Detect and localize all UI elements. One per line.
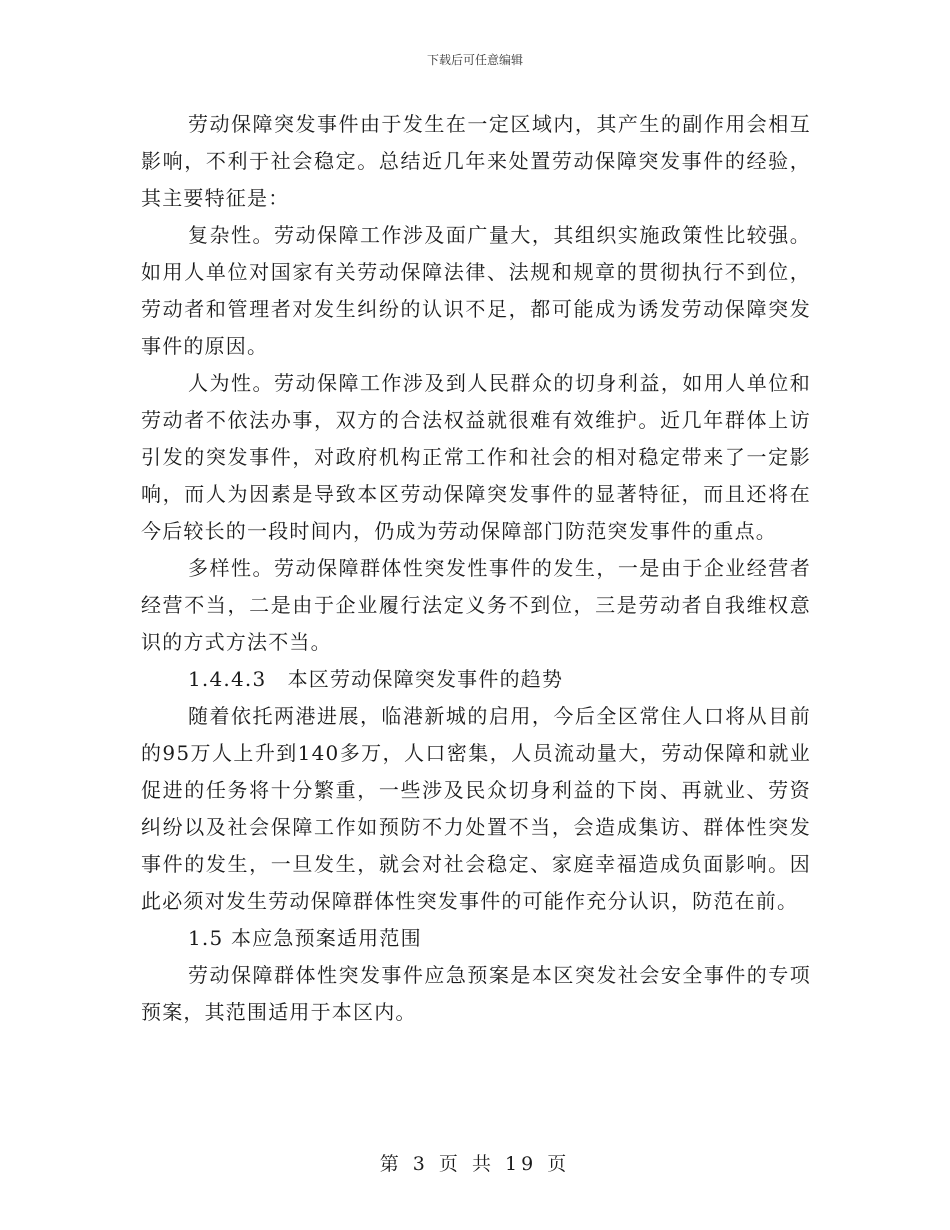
section-heading-trend: 1.4.4.3 本区劳动保障突发事件的趋势: [188, 667, 564, 691]
section-heading-scope: 1.5 本应急预案适用范围: [188, 926, 422, 950]
paragraph-human-factor: 人为性。劳动保障工作涉及到人民群众的切身利益，如用人单位和劳动者不依法办事，双方的合法权益就很难有效维护。近几年群体上访引发的突发事件，对政府机构正常工作和社会的相对稳定带来了一定影响，而人为因素是导致本区劳动保障突发事件的显著特征，而且还将在今后较长的一段时间内，仍成为劳动保障部门防范突发事件的重点。: [141, 371, 811, 543]
paragraph-trend: 随着依托两港进展，临港新城的启用，今后全区常住人口将从目前的95万人上升到140多万，人口密集，人员流动量大，劳动保障和就业促进的任务将十分繁重，一些涉及民众切身利益的下岗、再就业、劳资纠纷以及社会保障工作如预防不力处置不当，会造成集访、群体性突发事件的发生，一旦发生，就会对社会稳定、家庭幸福造成负面影响。因此必须对发生劳动保障群体性突发事件的可能作充分认识，防范在前。: [141, 704, 811, 913]
paragraph-scope: 劳动保障群体性突发事件应急预案是本区突发社会安全事件的专项预案，其范围适用于本区内。: [141, 963, 811, 1024]
page-number: 第 3 页 共 19 页: [379, 1153, 571, 1175]
paragraph-complexity: 复杂性。劳动保障工作涉及面广量大，其组织实施政策性比较强。如用人单位对国家有关劳动保障法律、法规和规章的贯彻执行不到位，劳动者和管理者对发生纠纷的认识不足，都可能成为诱发劳动保障突发事件的原因。: [141, 223, 811, 358]
paragraph-intro: 劳动保障突发事件由于发生在一定区域内，其产生的副作用会相互影响，不利于社会稳定。总结近几年来处置劳动保障突发事件的经验，其主要特征是：: [141, 112, 811, 210]
page-header-note: 下载后可任意编辑: [426, 53, 523, 67]
paragraph-diversity: 多样性。劳动保障群体性突发性事件的发生，一是由于企业经营者经营不当，二是由于企业履行法定义务不到位，三是劳动者自我维权意识的方式方法不当。: [141, 556, 811, 654]
document-body: [141, 106, 811, 1031]
